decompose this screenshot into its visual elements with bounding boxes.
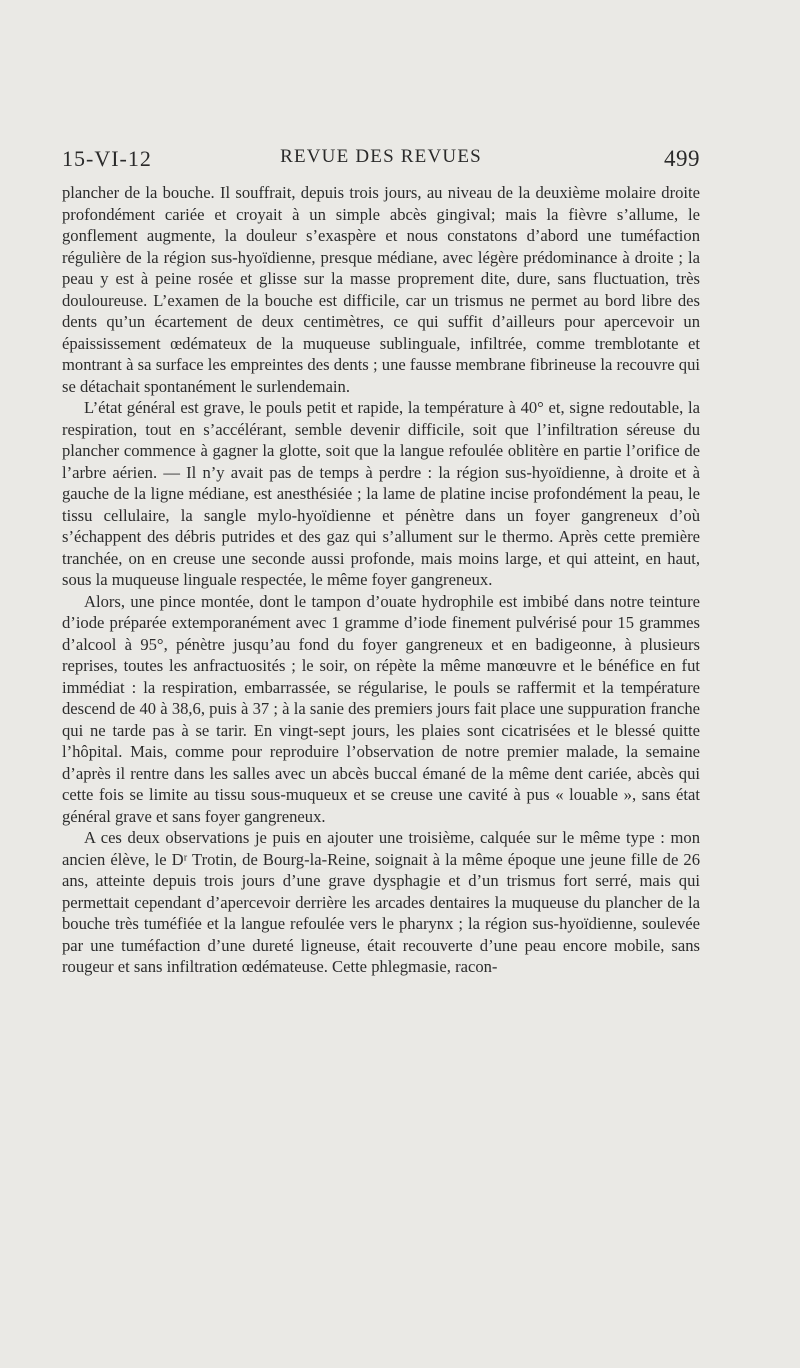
page-body xyxy=(62,182,700,978)
paragraph-4: A ces deux observations je puis en ajouter une troisième, calquée sur le même type : mon ancien élève, le Dʳ Trotin, de Bourg-la-Reine, soignait à la même époque une jeune fille de 26 ans, atteinte depuis trois jours d’une grave dysphagie et d’un trismus fort serré, mais qui permettait cependant d’apercevoir derrière les arcades dentaires la muqueuse du plancher de la bouche très tuméfiée et la langue refoulée vers le pharynx ; la région sus-hyoïdienne, soulevée par une tuméfaction d’une dureté ligneuse, était recouverte d’une peau encore mobile, sans rougeur et sans infiltration œdémateuse. Cette phlegmasie, racon- xyxy=(62,828,700,976)
running-header xyxy=(62,142,700,176)
page-number: 499 xyxy=(664,146,700,171)
paragraph-3: Alors, une pince montée, dont le tampon d’ouate hydrophile est imbibé dans notre teinture d’iode préparée extemporanément avec 1 gramme d’iode finement pulvérisé pour 15 grammes d’alcool à 95°, pénètre jusqu’au fond du foyer gangreneux et en badigeonne, à plusieurs reprises, toutes les anfractuosités ; le soir, on répète la même manœuvre et le bénéfice en fut immédiat : la respiration, embarrassée, se régularise, le pouls se raffermit et la température descend de 40 à 38,6, puis à 37 ; à la sanie des premiers jours fait place une suppuration franche qui ne tarde pas à se tarir. En vingt-sept jours, les plaies sont cicatrisées et le blessé quitte l’hôpital. Mais, comme pour reproduire l’observation de notre premier malade, la semaine d’après il rentre dans les salles avec un abcès buccal émané de la même dent cariée, abcès qui cette fois se limite au tissu sous-muqueux et se creuse une cavité à pus « louable », sans état général grave et sans foyer gangreneux. xyxy=(62,591,700,826)
paragraph-1: plancher de la bouche. Il souffrait, depuis trois jours, au niveau de la deuxième molaire droite profondément cariée et croyait à un simple abcès gingival; mais la fièvre s’allume, le gonflement augmente, la douleur s’exaspère et nous constatons d’abord une tuméfaction régulière de la région sus-hyoïdienne, presque médiane, avec légère prédominance à droite ; la peau y est à peine rosée et glisse sur la masse proprement dite, dure, sans fluctuation, très douloureuse. L’examen de la bouche est difficile, car un trismus ne permet au bord libre des dents qu’un écartement de deux centimètres, ce qui suffit d’ailleurs pour apercevoir un épaississement œdémateux de la muqueuse sublinguale, infiltrée, comme tremblotante et montrant à sa surface les empreintes des dents ; une fausse membrane fibrineuse la recouvre qui se détachait spontanément le surlendemain. xyxy=(62,183,700,396)
header-title: REVUE DES REVUES xyxy=(280,146,482,167)
paragraph-2: L’état général est grave, le pouls petit et rapide, la température à 40° et, signe redoutable, la respiration, tout en s’accélérant, semble devenir difficile, soit que l’infiltration séreuse du plancher commence à gagner la glotte, soit que la langue refoulée oblitère en partie l’orifice de l’arbre aérien. — Il n’y avait pas de temps à perdre : la région sus-hyoïdienne, à droite et à gauche de la ligne médiane, est anesthésiée ; la lame de platine incise profondément la peau, le tissu cellulaire, la sangle mylo-hyoïdienne et pénètre dans un foyer gangreneux d’où s’échappent des débris putrides et des gaz qui s’allument sur le thermo. Après cette première tranchée, on en creuse une seconde aussi profonde, mais moins large, et qui atteint, en haut, sous la muqueuse linguale respectée, le même foyer gangreneux. xyxy=(62,398,700,589)
header-date: 15-VI-12 xyxy=(62,146,152,171)
